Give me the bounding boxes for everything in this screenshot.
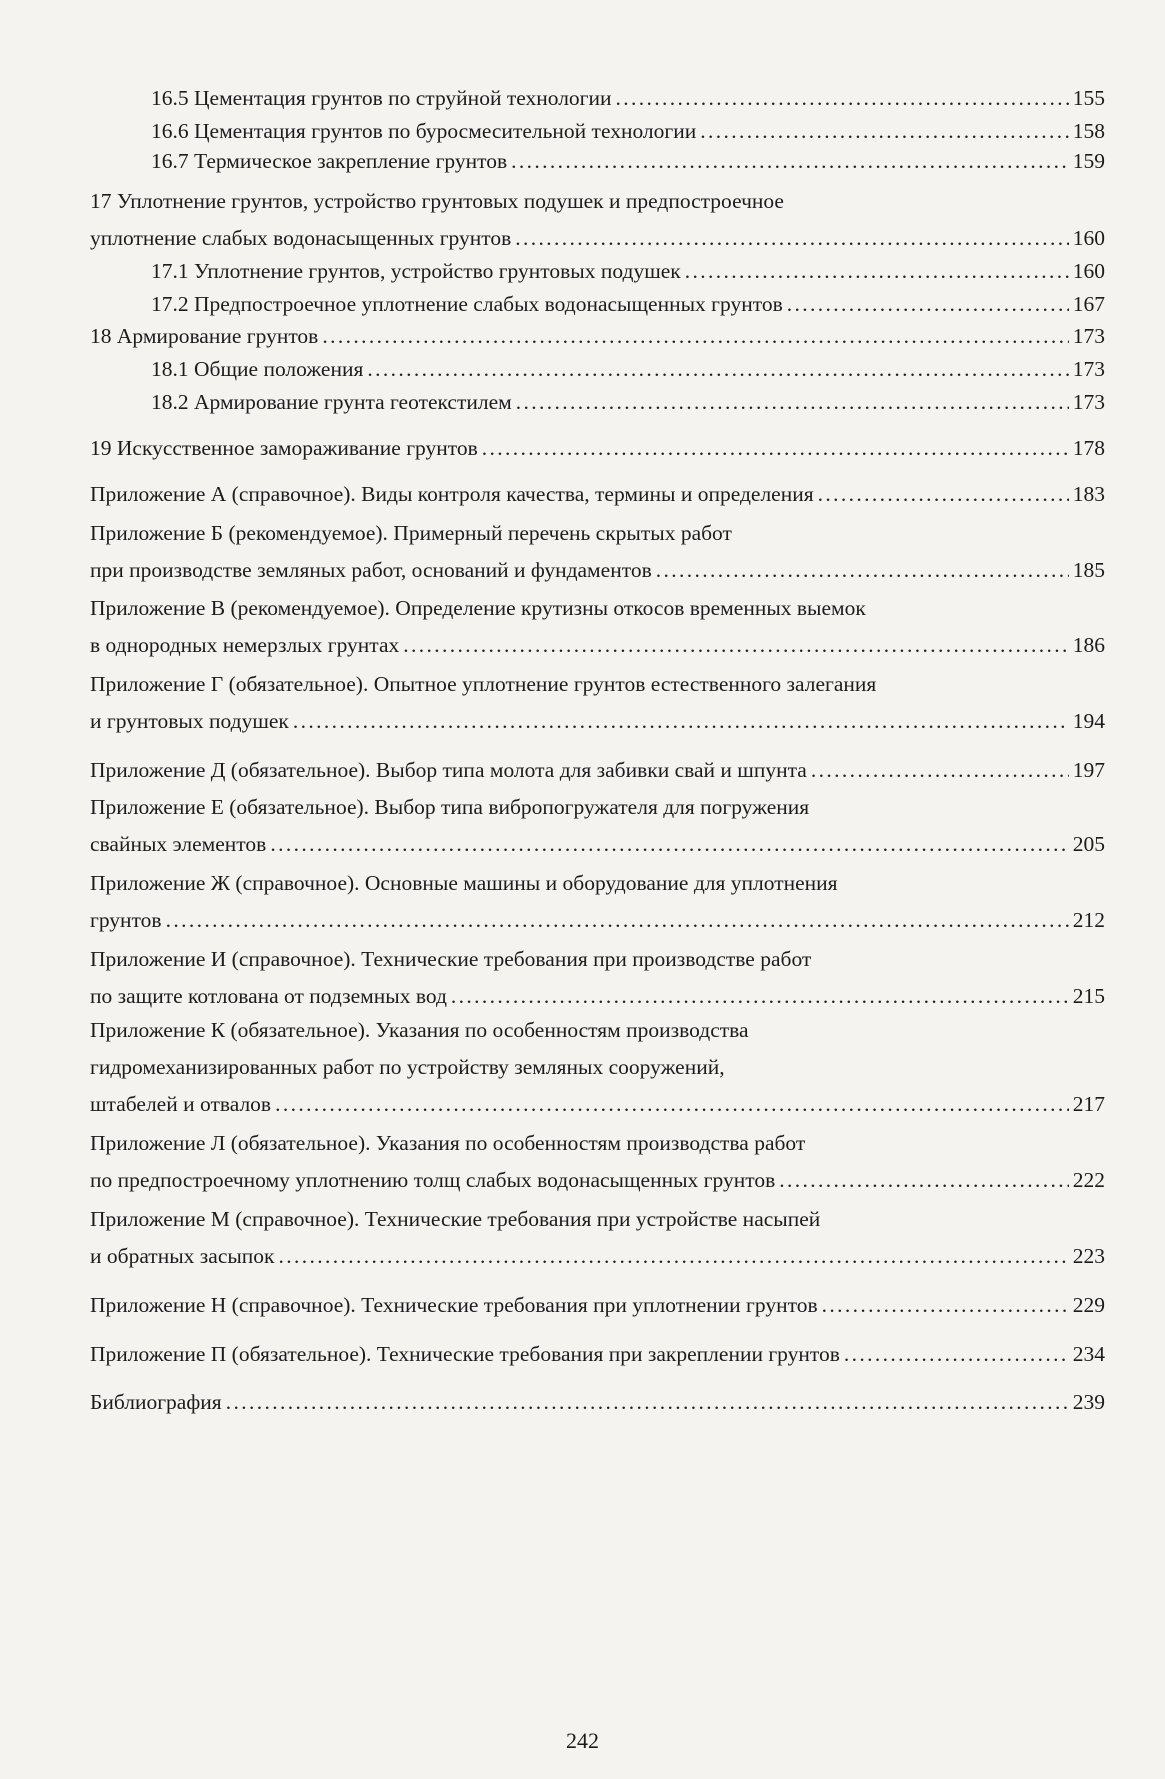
toc-entry-title-line: Приложение В (рекомендуемое). Определение крутизны откосов временных выемок [90, 596, 866, 620]
toc-entry-title: по защите котлована от подземных вод [90, 984, 447, 1008]
toc-entry-page: 217 [1072, 1092, 1105, 1116]
toc-entry-title: Приложение Д (обязательное). Выбор типа молота для забивки свай и шпунта [90, 758, 807, 782]
dot-leader [403, 627, 1069, 664]
page-number: 242 [566, 1728, 599, 1753]
toc-entry-title: грунтов [90, 908, 162, 932]
toc-entry-title: 18.1 Общие положения [151, 357, 364, 381]
toc-entry-title: и обратных засыпок [90, 1244, 275, 1268]
toc-entry-title: 17.2 Предпостроечное уплотнение слабых водонасыщенных грунтов [151, 292, 783, 316]
toc-entry-title: при производстве земляных работ, оснований и фундаментов [90, 558, 652, 582]
toc-entry-title-line: гидромеханизированных работ по устройству земляных сооружений, [90, 1055, 725, 1079]
toc-entry-title: 19 Искусственное замораживание грунтов [90, 436, 478, 460]
dot-leader [293, 703, 1069, 740]
toc-entry-page: 186 [1072, 633, 1105, 657]
toc-entry-page: 197 [1072, 758, 1105, 782]
toc-entry-page: 173 [1072, 324, 1105, 348]
toc-entry-page: 155 [1072, 86, 1105, 110]
dot-leader [616, 80, 1069, 117]
dot-leader [656, 552, 1069, 589]
dot-leader [270, 826, 1068, 863]
toc-entry-title-line: Приложение К (обязательное). Указания по особенностям производства [90, 1018, 749, 1042]
toc-entry-title: Приложение Н (справочное). Технические требования при уплотнении грунтов [90, 1293, 818, 1317]
toc-entry-page: 239 [1072, 1390, 1105, 1414]
toc-entry-title: 18 Армирование грунтов [90, 324, 319, 348]
toc-entry-page: 160 [1072, 259, 1105, 283]
toc-entry-title: Приложение П (обязательное). Технические требования при закреплении грунтов [90, 1342, 840, 1366]
toc-entry-title-line: Приложение М (справочное). Технические требования при устройстве насыпей [90, 1207, 821, 1231]
dot-leader [685, 253, 1069, 290]
dot-leader [166, 902, 1069, 939]
toc-entry-title: штабелей и отвалов [90, 1092, 272, 1116]
toc-entry-title: в однородных немерзлых грунтах [90, 633, 400, 657]
toc-entry-page: 173 [1072, 357, 1105, 381]
toc-entry-page: 178 [1072, 436, 1105, 460]
toc-entry-page: 215 [1072, 984, 1105, 1008]
toc-entry-page: 158 [1072, 119, 1105, 143]
toc-entry-title: 16.5 Цементация грунтов по струйной технологии [151, 86, 612, 110]
toc-entry-title: 17.1 Уплотнение грунтов, устройство грунтовых подушек [151, 259, 681, 283]
toc-entry-page: 212 [1072, 908, 1105, 932]
toc-entry-title: свайных элементов [90, 832, 267, 856]
dot-leader [367, 351, 1068, 388]
toc-entry-page: 173 [1072, 390, 1105, 414]
dot-leader [818, 476, 1069, 513]
toc-entry-page: 160 [1072, 226, 1105, 250]
toc-entry-page: 194 [1072, 709, 1105, 733]
toc-entry-page: 185 [1072, 558, 1105, 582]
toc-entry-title-line: Приложение Е (обязательное). Выбор типа вибропогружателя для погружения [90, 795, 810, 819]
toc-entry-page: 234 [1072, 1342, 1105, 1366]
toc-entry-page: 223 [1072, 1244, 1105, 1268]
toc-entry-title-line: Приложение Л (обязательное). Указания по особенностям производства работ [90, 1131, 806, 1155]
toc-entry-title: 18.2 Армирование грунта геотекстилем [151, 390, 512, 414]
toc-entry-title-line: Приложение Г (обязательное). Опытное уплотнение грунтов естественного залегания [90, 672, 877, 696]
toc-entry-page: 222 [1072, 1168, 1105, 1192]
toc-entry-page: 159 [1072, 149, 1105, 173]
dot-leader [515, 220, 1069, 257]
dot-leader [451, 978, 1069, 1015]
toc-entry-title: уплотнение слабых водонасыщенных грунтов [90, 226, 512, 250]
dot-leader [322, 318, 1068, 355]
dot-leader [482, 430, 1069, 467]
toc-entry-title-line: Приложение Ж (справочное). Основные машины и оборудование для уплотнения [90, 871, 838, 895]
dot-leader [279, 1238, 1069, 1275]
dot-leader [516, 384, 1069, 421]
dot-leader [844, 1336, 1069, 1373]
toc-entry-title-line: Приложение И (справочное). Технические требования при производстве работ [90, 947, 812, 971]
toc-entry-title: 16.7 Термическое закрепление грунтов [151, 149, 508, 173]
toc-entry-page: 229 [1072, 1293, 1105, 1317]
toc-entry-title: Библиография [90, 1390, 222, 1414]
toc-entry-page: 183 [1072, 482, 1105, 506]
dot-leader [779, 1162, 1069, 1199]
toc-entry-page: 167 [1072, 292, 1105, 316]
toc-entry-title: 16.6 Цементация грунтов по буросмесительной технологии [151, 119, 697, 143]
toc-entry-title-line: Приложение Б (рекомендуемое). Примерный перечень скрытых работ [90, 521, 732, 545]
dot-leader [822, 1287, 1069, 1324]
toc-entry-title-line: 17 Уплотнение грунтов, устройство грунтовых подушек и предпостроечное [90, 189, 784, 213]
toc-entry-title: Приложение А (справочное). Виды контроля качества, термины и определения [90, 482, 814, 506]
toc-entry-title: по предпостроечному уплотнению толщ слабых водонасыщенных грунтов [90, 1168, 776, 1192]
dot-leader [275, 1086, 1069, 1123]
toc-entry-title: и грунтовых подушек [90, 709, 289, 733]
dot-leader [811, 752, 1069, 789]
dot-leader [511, 143, 1069, 180]
dot-leader [226, 1384, 1069, 1421]
toc-entry-page: 205 [1072, 832, 1105, 856]
